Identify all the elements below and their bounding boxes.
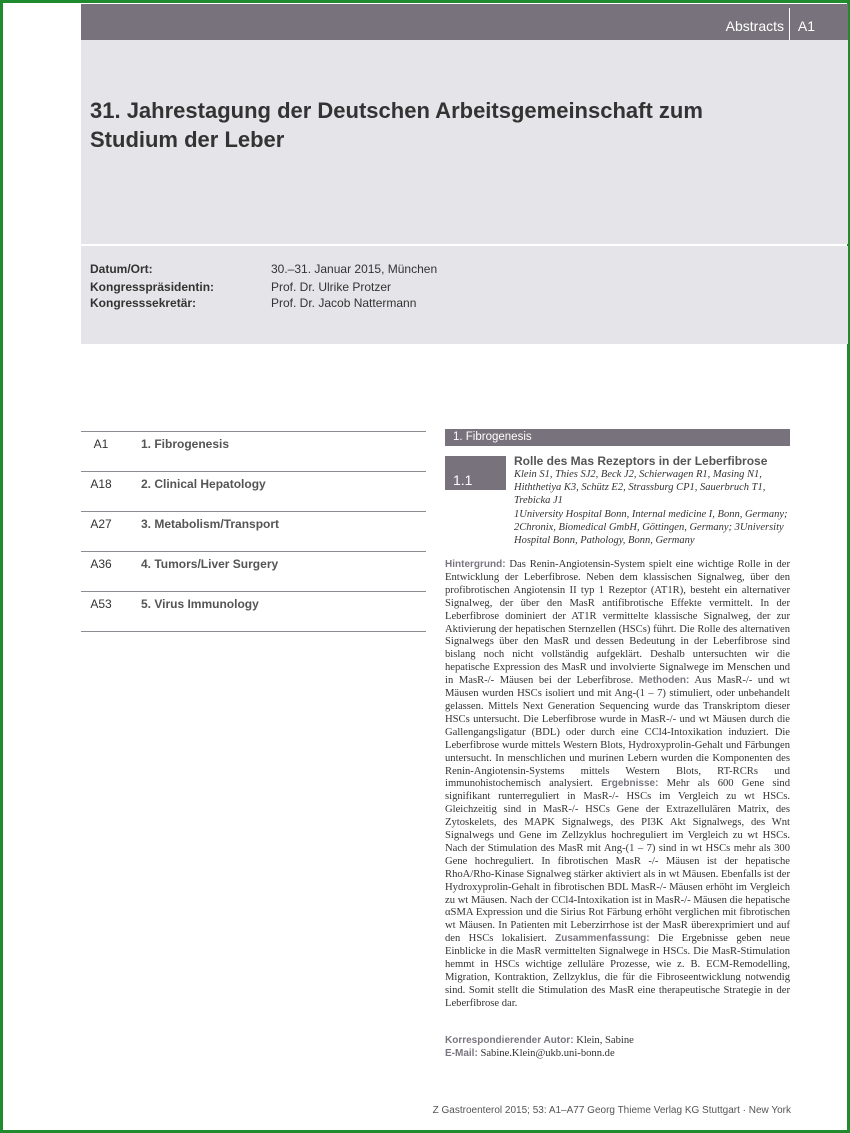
toc-divider <box>81 631 426 632</box>
info-label: Kongresspräsidentin: <box>90 280 215 294</box>
header-divider <box>789 8 790 40</box>
abstract-number: 1.1 <box>453 472 473 488</box>
title-box <box>81 40 848 244</box>
info-row-date <box>90 262 437 276</box>
label-corresponding-author: Korrespondierender Autor: <box>445 1035 574 1046</box>
toc-item-metabolism-transport[interactable] <box>81 511 426 551</box>
toc-item-virus-immunology[interactable] <box>81 591 426 631</box>
abstract-number-box <box>445 456 506 490</box>
info-label: Datum/Ort: <box>90 262 153 276</box>
corresponding-author <box>445 1035 790 1046</box>
toc-page: A18 <box>90 477 112 491</box>
toc-item-tumors-liver-surgery[interactable] <box>81 551 426 591</box>
corresponding-author-name: Klein, Sabine <box>576 1035 634 1046</box>
toc-name: 2. Clinical Hepatology <box>141 477 266 491</box>
toc-name: 1. Fibrogenesis <box>141 437 230 451</box>
section-label: Abstracts <box>725 18 784 34</box>
text-results: Mehr als 600 Gene sind signifikant runterreguliert in MasR-/- HSCs im Vergleich zu wt HSCs. Gleichzeitig sind in MasR-/- HSCs Gene der Extrazellulären Matrix, des Zytoskelets, des MAPK Signalwegs, des PI3K Akt Signalwegs, des Wnt Signalwegs und Gene im Zellzyklus hochreguliert im Vergleich zu wt HSCs. Nach der Stimulation des MasR mit Ang-(1 – 7) sind in wt HSCs mehr als 300 Gene hochreguliert. In fibrotischen MasR -/- Mäusen ist der hepatische RhoA/Rho-Kinase Signalweg stärker aktiviert als in wt Mäusen. Ebenfalls ist der Hydroxyprolin-Gehalt in fibrotischen BDL MasR-/- Mäusen erhöht im Vergleich zu wt Mäusen. Nach der CCl4-Intoxikation ist in MasR-/- Mäusen die hepatische αSMA Expression und die Sirius Rot Färbung erhöht verglichen mit fibrotischen wt Mäusen. In Patienten mit Leberzirrhose ist der MasR überexprimiert und auf den HSCs lokalisiert. <box>445 778 790 945</box>
abstract-title: Rolle des Mas Rezeptors in der Leberfibrose <box>514 454 768 468</box>
label-background: Hintergrund: <box>445 559 506 570</box>
table-of-contents <box>81 431 426 632</box>
toc-item-fibrogenesis[interactable] <box>81 431 426 471</box>
toc-page: A36 <box>90 557 112 571</box>
toc-page: A53 <box>90 597 112 611</box>
toc-name: 5. Virus Immunology <box>141 597 259 611</box>
abstract-affiliations: 1University Hospital Bonn, Internal medicine I, Bonn, Germany; 2Chronix, Biomedical GmbH, Göttingen, Germany; 3University Hospital Bonn, Pathology, Bonn, Germany <box>514 509 788 546</box>
page-number: A1 <box>797 18 815 34</box>
info-label: Kongresssekretär: <box>90 296 197 310</box>
toc-name: 4. Tumors/Liver Surgery <box>141 557 279 571</box>
abstract-body <box>445 559 790 1011</box>
label-summary: Zusammenfassung: <box>555 933 650 945</box>
header-bar <box>81 4 848 40</box>
info-value: Prof. Dr. Jacob Nattermann <box>271 296 417 310</box>
toc-item-clinical-hepatology[interactable] <box>81 471 426 511</box>
label-methods: Methoden: <box>638 675 690 687</box>
info-row-secretary <box>90 296 416 310</box>
journal-footer: Z Gastroenterol 2015; 53: A1–A77 Georg Thieme Verlag KG Stuttgart · New York <box>432 1105 791 1116</box>
text-background: Das Renin-Angiotensin-System spielt eine wichtige Rolle in der Entwicklung der Leberfibrose. Neben dem klassischen Signalweg, über den profibrotischen Angiotensin II typ 1 Rezeptor (AT1R), besteht ein alternativer Signalweg, der über den MasR antifibrotische Effekte vermittelt. In der Leberfibrose dominiert der AT1R vermittelte klassische Signalweg, der zur Aktivierung der hepatischen Sternzellen (HSCs) führt. Die Rolle des alternativen Signalwegs über den MasR und dessen Bedeutung in der Leberfibrose sind bislang noch nicht vollständig aufgeklärt. Deshalb untersuchten wir die hepatische Expression des MasR und involvierte Signalwege im Menschen und in MasR-/- Mäusen bei der Leberfibrose. <box>445 559 790 687</box>
text-summary: Die Ergebnisse geben neue Einblicke in die MasR vermittelten Signalwege in HSCs. Die MasR-Stimulation hemmt in HSCs wichtige zelluläre Prozesse, wie z. B. ECM-Remodelling, Migration, Kontraktion, Zellzyklus, die für die Fibroseentwicklung notwendig sind. Somit stellt die Stimulation des MasR eine therapeutische Strategie in der Leberfibrose dar. <box>445 933 790 1009</box>
abstract-header <box>514 454 792 548</box>
email-line <box>445 1048 790 1059</box>
label-email: E-Mail: <box>445 1048 478 1059</box>
section-heading <box>445 429 790 446</box>
info-value: Prof. Dr. Ulrike Protzer <box>271 280 392 294</box>
congress-info <box>81 246 848 344</box>
email-address[interactable]: Sabine.Klein@ukb.uni-bonn.de <box>480 1048 615 1059</box>
section-heading-text: 1. Fibrogenesis <box>453 431 532 443</box>
toc-page: A27 <box>90 517 112 531</box>
toc-page: A1 <box>93 437 109 451</box>
info-row-president <box>90 280 391 294</box>
toc-name: 3. Metabolism/Transport <box>141 517 280 531</box>
text-methods: Aus MasR-/- und wt Mäusen wurden HSCs isoliert und mit Ang-(1 – 7) stimuliert, oder unbehandelt gelassen. Mittels Next Generation Sequencing wurde das Transkriptom dieser HSCs untersucht. Die Leberfibrose wurde in MasR-/- und wt Mäusen durch die Gallengangsligatur (BDL) oder durch eine CCl4-Intoxikation induziert. Die Leberfibrose wurde mittels Western Blots, Hydroxyprolin-Gehalt und Färbungen untersucht. In menschlichen und murinen Lebern wurden die Komponenten des Renin-Angiotensin-Systems mittels Western Blots, RT-RCRs und immunohistochemisch analysiert. <box>445 675 790 790</box>
abstract-authors: Klein S1, Thies SJ2, Beck J2, Schierwagen R1, Masing N1, Hiththetiya K3, Schütz E2, Strassburg CP1, Sauerbruch T1, Trebicka J1 <box>514 469 766 506</box>
congress-title: 31. Jahrestagung der Deutschen Arbeitsgemeinschaft zum Studium der Leber <box>90 98 703 152</box>
info-value: 30.–31. Januar 2015, München <box>271 262 438 276</box>
label-results: Ergebnisse: <box>601 778 659 790</box>
